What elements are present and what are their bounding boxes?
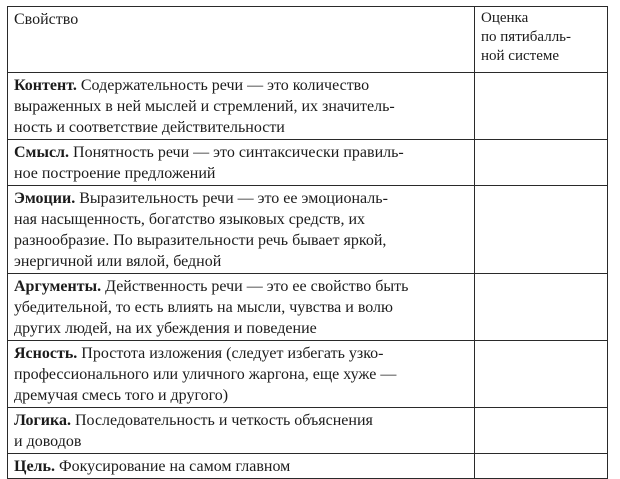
property-text-line bbox=[14, 251, 468, 272]
table-row bbox=[8, 140, 608, 186]
property-description: убедительной, то есть влиять на мысли, чувства и волю bbox=[14, 299, 393, 316]
property-cell bbox=[8, 274, 475, 341]
score-cell[interactable] bbox=[475, 73, 608, 140]
table-row bbox=[8, 341, 608, 408]
property-cell bbox=[8, 341, 475, 408]
table-header-row bbox=[8, 7, 608, 73]
property-text-line bbox=[14, 410, 468, 431]
property-description: Последовательность и четкость объяснения bbox=[74, 412, 373, 429]
property-cell bbox=[8, 454, 475, 479]
property-cell bbox=[8, 73, 475, 140]
property-text-line bbox=[14, 297, 468, 318]
property-cell bbox=[8, 186, 475, 274]
property-description: ное построение предложений bbox=[14, 165, 216, 182]
property-description: ная насыщенность, богатство языковых средств, их bbox=[14, 211, 366, 228]
score-cell[interactable] bbox=[475, 341, 608, 408]
speech-properties-table bbox=[7, 6, 608, 479]
property-term: Эмоции. bbox=[14, 190, 76, 207]
property-text-line bbox=[14, 276, 468, 297]
property-cell bbox=[8, 140, 475, 186]
header-property: Свойство bbox=[8, 7, 475, 73]
property-text-line bbox=[14, 385, 468, 406]
table-row bbox=[8, 408, 608, 454]
property-description: энергичной или вялой, бедной bbox=[14, 253, 222, 270]
property-text-line bbox=[14, 142, 468, 163]
property-text-line bbox=[14, 188, 468, 209]
property-text-line bbox=[14, 456, 468, 477]
property-term: Ясность. bbox=[14, 345, 78, 362]
table-row bbox=[8, 73, 608, 140]
property-term: Контент. bbox=[14, 77, 77, 94]
header-score-line: ной системе bbox=[481, 48, 560, 64]
property-term: Смысл. bbox=[14, 144, 70, 161]
property-description: Содержательность речи — это количество bbox=[80, 77, 370, 94]
table-row bbox=[8, 274, 608, 341]
property-text-line bbox=[14, 117, 468, 138]
property-text-line bbox=[14, 343, 468, 364]
property-description: Простота изложения (следует избегать узко- bbox=[81, 345, 384, 362]
property-description: ность и соответствие действительности bbox=[14, 119, 285, 136]
property-text-line bbox=[14, 431, 468, 452]
property-text-line bbox=[14, 318, 468, 339]
property-description: дремучая смесь того и другого) bbox=[14, 387, 229, 404]
property-description: Действенность речи — это ее свойство быть bbox=[105, 278, 409, 295]
score-cell[interactable] bbox=[475, 454, 608, 479]
header-score-line: по пятибалль- bbox=[481, 29, 572, 45]
header-score bbox=[475, 7, 608, 73]
property-description: и доводов bbox=[14, 433, 82, 450]
property-term: Цель. bbox=[14, 458, 55, 475]
property-description: других людей, на их убеждения и поведение bbox=[14, 320, 317, 337]
property-text-line bbox=[14, 163, 468, 184]
property-term: Логика. bbox=[14, 412, 71, 429]
property-description: Фокусирование на самом главном bbox=[58, 458, 291, 475]
property-text-line bbox=[14, 209, 468, 230]
property-description: Выразительность речи — это ее эмоциональ- bbox=[79, 190, 388, 207]
property-text-line bbox=[14, 96, 468, 117]
property-description: разнообразие. По выразительности речь бывает яркой, bbox=[14, 232, 387, 249]
property-cell bbox=[8, 408, 475, 454]
header-score-line: Оценка bbox=[481, 10, 529, 26]
score-cell[interactable] bbox=[475, 408, 608, 454]
table-row bbox=[8, 186, 608, 274]
score-cell[interactable] bbox=[475, 140, 608, 186]
property-text-line bbox=[14, 364, 468, 385]
property-text-line bbox=[14, 75, 468, 96]
table-row bbox=[8, 454, 608, 479]
property-description: профессионального или уличного жаргона, еще хуже — bbox=[14, 366, 397, 383]
property-term: Аргументы. bbox=[14, 278, 102, 295]
property-text-line bbox=[14, 230, 468, 251]
score-cell[interactable] bbox=[475, 186, 608, 274]
score-cell[interactable] bbox=[475, 274, 608, 341]
property-description: Понятность речи — это синтаксически правиль- bbox=[73, 144, 404, 161]
property-description: выраженных в ней мыслей и стремлений, их значитель- bbox=[14, 98, 395, 115]
evaluation-table-sheet bbox=[7, 6, 607, 475]
